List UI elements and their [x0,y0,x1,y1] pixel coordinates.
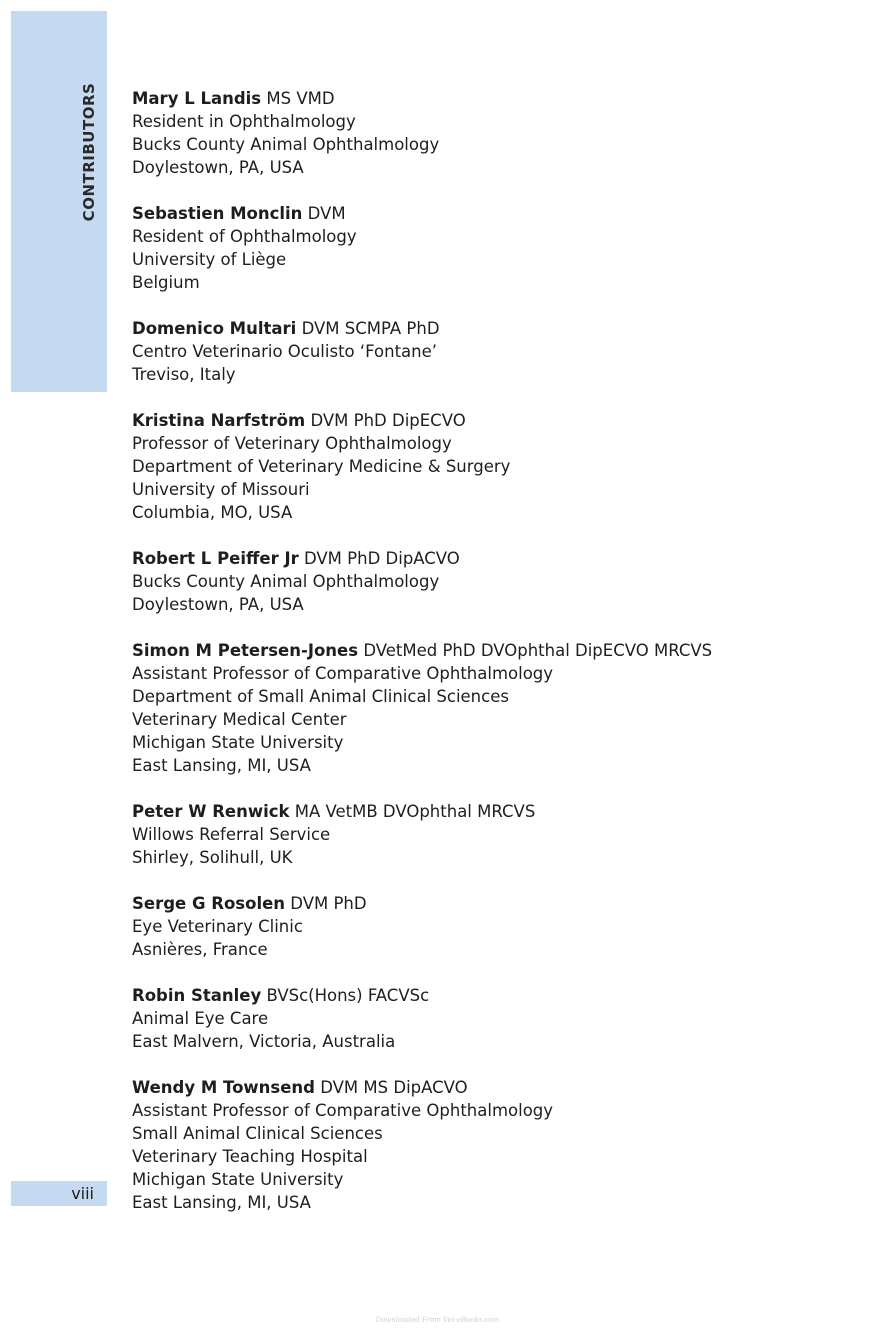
contributor-affiliation-line: Doylestown, PA, USA [132,595,304,614]
watermark: Downloaded From Vet-eBooks.com [375,1316,500,1324]
contributor-credentials: MS VMD [266,89,335,108]
contributor-affiliation-line: Veterinary Teaching Hospital [132,1147,368,1166]
contributor-credentials: DVetMed PhD DVOphthal DipECVO MRCVS [363,641,713,660]
contributor-name: Robin Stanley [132,986,262,1005]
contributor-affiliation-line: Small Animal Clinical Sciences [132,1124,383,1143]
contributor-affiliation-line: Veterinary Medical Center [132,710,347,729]
contributor-affiliation-line: Doylestown, PA, USA [132,158,304,177]
contributor-affiliation-line: Department of Veterinary Medicine & Surgery [132,457,511,476]
contributor-affiliation-line: University of Missouri [132,480,310,499]
contributor-entry [132,317,712,386]
contributor-entry [132,984,712,1053]
contributor-entry [132,87,712,179]
contributor-entry [132,1076,712,1214]
contributor-entry [132,639,712,777]
contributor-affiliation-line: Belgium [132,273,200,292]
contributor-list [132,87,712,1214]
contributor-affiliation-line: Assistant Professor of Comparative Ophthalmology [132,664,554,683]
contributor-name: Robert L Peiffer Jr [132,549,299,568]
page-number-tab [11,1181,107,1206]
contributor-heading [132,87,712,110]
contributor-affiliation-line: Michigan State University [132,733,344,752]
contributor-heading [132,892,712,915]
contributor-name: Simon M Petersen-Jones [132,641,359,660]
contributor-heading [132,409,712,432]
contributor-heading [132,800,712,823]
contributor-credentials: DVM [307,204,346,223]
contributor-affiliation-line: East Malvern, Victoria, Australia [132,1032,396,1051]
contributor-heading [132,1076,712,1099]
contributor-affiliation-line: Michigan State University [132,1170,344,1189]
contributor-affiliation-line: Willows Referral Service [132,825,331,844]
contributor-heading [132,984,712,1007]
contributor-affiliation-line: Department of Small Animal Clinical Sciences [132,687,509,706]
contributor-affiliation-line: Shirley, Solihull, UK [132,848,293,867]
contributor-credentials: MA VetMB DVOphthal MRCVS [294,802,536,821]
contributor-name: Sebastien Monclin [132,204,303,223]
contributor-heading [132,202,712,225]
contributor-affiliation-line: Resident in Ophthalmology [132,112,356,131]
contributor-affiliation-line: Centro Veterinario Oculisto ‘Fontane’ [132,342,438,361]
contributor-name: Wendy M Townsend [132,1078,315,1097]
contributor-credentials: DVM PhD DipACVO [303,549,460,568]
contributor-entry [132,202,712,294]
contributor-credentials: DVM SCMPA PhD [301,319,440,338]
contributor-affiliation-line: Bucks County Animal Ophthalmology [132,135,440,154]
contributor-name: Peter W Renwick [132,802,290,821]
contributor-affiliation-line: Eye Veterinary Clinic [132,917,303,936]
contributor-entry [132,800,712,869]
contributor-heading [132,317,712,340]
contributor-affiliation-line: Assistant Professor of Comparative Ophthalmology [132,1101,554,1120]
contributor-credentials: BVSc(Hons) FACVSc [266,986,430,1005]
contributor-affiliation-line: Professor of Veterinary Ophthalmology [132,434,452,453]
contributor-heading [132,639,712,662]
contributor-entry [132,892,712,961]
section-label: CONTRIBUTORS [80,82,98,222]
contributor-credentials: DVM PhD DipECVO [310,411,466,430]
contributor-affiliation-line: University of Liège [132,250,287,269]
contributor-affiliation-line: Columbia, MO, USA [132,503,293,522]
page-number: viii [71,1184,94,1203]
contributor-affiliation-line: Asnières, France [132,940,268,959]
contributor-name: Kristina Narfström [132,411,306,430]
contributor-affiliation-line: Animal Eye Care [132,1009,269,1028]
contributor-affiliation-line: Bucks County Animal Ophthalmology [132,572,440,591]
contributor-affiliation-line: Resident of Ophthalmology [132,227,357,246]
contributor-heading [132,547,712,570]
contributor-affiliation-line: East Lansing, MI, USA [132,1193,311,1212]
contributor-affiliation-line: Treviso, Italy [132,365,236,384]
contributor-name: Mary L Landis [132,89,262,108]
contributor-entry [132,547,712,616]
contributor-entry [132,409,712,524]
contributor-name: Domenico Multari [132,319,297,338]
contributor-credentials: DVM PhD [290,894,367,913]
contributor-affiliation-line: East Lansing, MI, USA [132,756,311,775]
contributor-credentials: DVM MS DipACVO [320,1078,468,1097]
contributor-name: Serge G Rosolen [132,894,286,913]
